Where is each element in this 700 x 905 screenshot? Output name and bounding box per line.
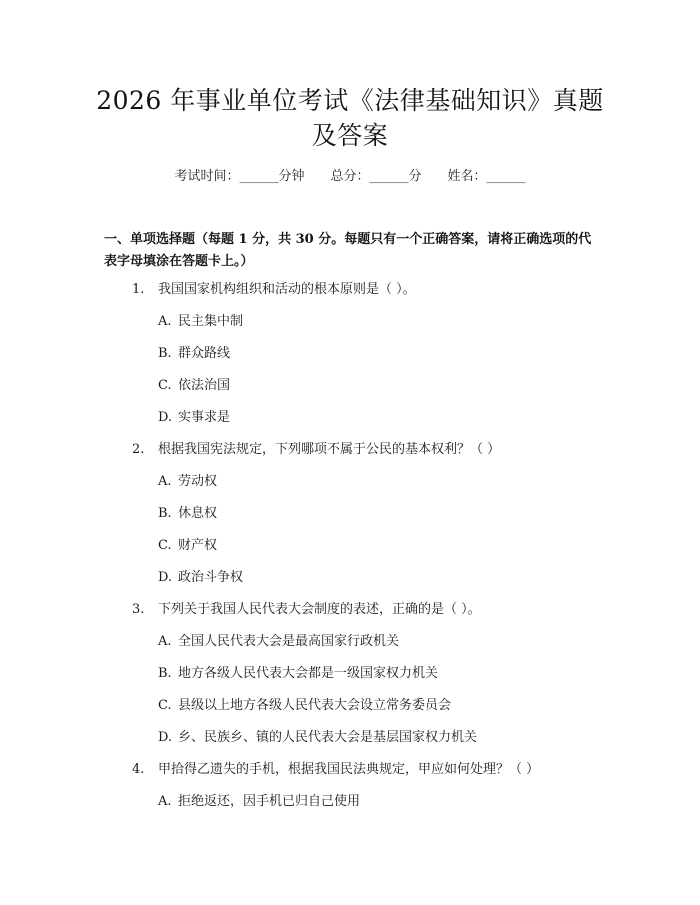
option-text: 财产权 [178, 538, 218, 553]
option-letter: D. [158, 730, 173, 745]
total-score-field: 总分：______分 [330, 169, 422, 184]
question-1-option-b [158, 345, 230, 363]
option-text: 地方各级人民代表大会都是一级国家权力机关 [178, 666, 439, 681]
question-number: 4. [132, 762, 145, 777]
question-4 [132, 761, 539, 779]
question-number: 2. [132, 442, 145, 457]
option-text: 休息权 [178, 506, 218, 521]
option-letter: C. [158, 698, 172, 713]
option-letter: B. [158, 506, 172, 521]
question-number: 1. [132, 282, 145, 297]
question-2-option-c [158, 537, 217, 555]
option-letter: A. [158, 474, 172, 489]
question-number: 3. [132, 602, 145, 617]
exam-title-line-1: 2026 年事业单位考试《法律基础知识》真题 [96, 86, 604, 115]
option-letter: C. [158, 538, 172, 553]
option-text: 依法治国 [178, 378, 231, 393]
option-text: 实事求是 [178, 410, 231, 425]
option-text: 乡、民族乡、镇的人民代表大会是基层国家权力机关 [178, 730, 478, 745]
question-2 [132, 441, 500, 459]
question-text: 我国国家机构组织和活动的根本原则是（ ）。 [158, 282, 416, 297]
option-letter: A. [158, 794, 172, 809]
option-letter: A. [158, 634, 172, 649]
question-3-option-c [158, 697, 451, 715]
exam-title-line-2: 及答案 [311, 121, 389, 150]
question-2-option-b [158, 505, 217, 523]
exam-meta [0, 168, 700, 186]
name-field: 姓名：______ [447, 169, 526, 184]
question-4-option-a [158, 793, 360, 811]
question-1-option-a [158, 313, 243, 331]
option-letter: C. [158, 378, 172, 393]
option-text: 全国人民代表大会是最高国家行政机关 [178, 634, 400, 649]
question-text: 根据我国宪法规定，下列哪项不属于公民的基本权利？（ ） [158, 442, 501, 457]
question-3-option-b [158, 665, 438, 683]
option-text: 县级以上地方各级人民代表大会设立常务委员会 [178, 698, 452, 713]
question-3-option-a [158, 633, 399, 651]
option-text: 群众路线 [178, 346, 231, 361]
option-text: 政治斗争权 [178, 570, 244, 585]
option-letter: B. [158, 666, 172, 681]
question-1-option-d [158, 409, 230, 427]
option-letter: D. [158, 410, 173, 425]
option-text: 劳动权 [178, 474, 218, 489]
question-text: 下列关于我国人民代表大会制度的表述，正确的是（ ）。 [158, 602, 481, 617]
question-1-option-c [158, 377, 230, 395]
question-2-option-d [158, 569, 243, 587]
option-text: 民主集中制 [178, 314, 244, 329]
question-1 [132, 281, 416, 299]
option-letter: B. [158, 346, 172, 361]
section-heading: 一、单项选择题（每题 1 分，共 30 分。每题只有一个正确答案，请将正确选项的代表字母填涂在答题卡上。） [104, 232, 592, 269]
question-2-option-a [158, 473, 217, 491]
question-text: 甲拾得乙遗失的手机，根据我国民法典规定，甲应如何处理？（ ） [158, 762, 540, 777]
option-text: 拒绝返还，因手机已归自己使用 [178, 794, 361, 809]
option-letter: A. [158, 314, 172, 329]
question-3 [132, 601, 481, 619]
exam-time-field: 考试时间：______分钟 [174, 169, 305, 184]
question-3-option-d [158, 729, 477, 747]
option-letter: D. [158, 570, 173, 585]
